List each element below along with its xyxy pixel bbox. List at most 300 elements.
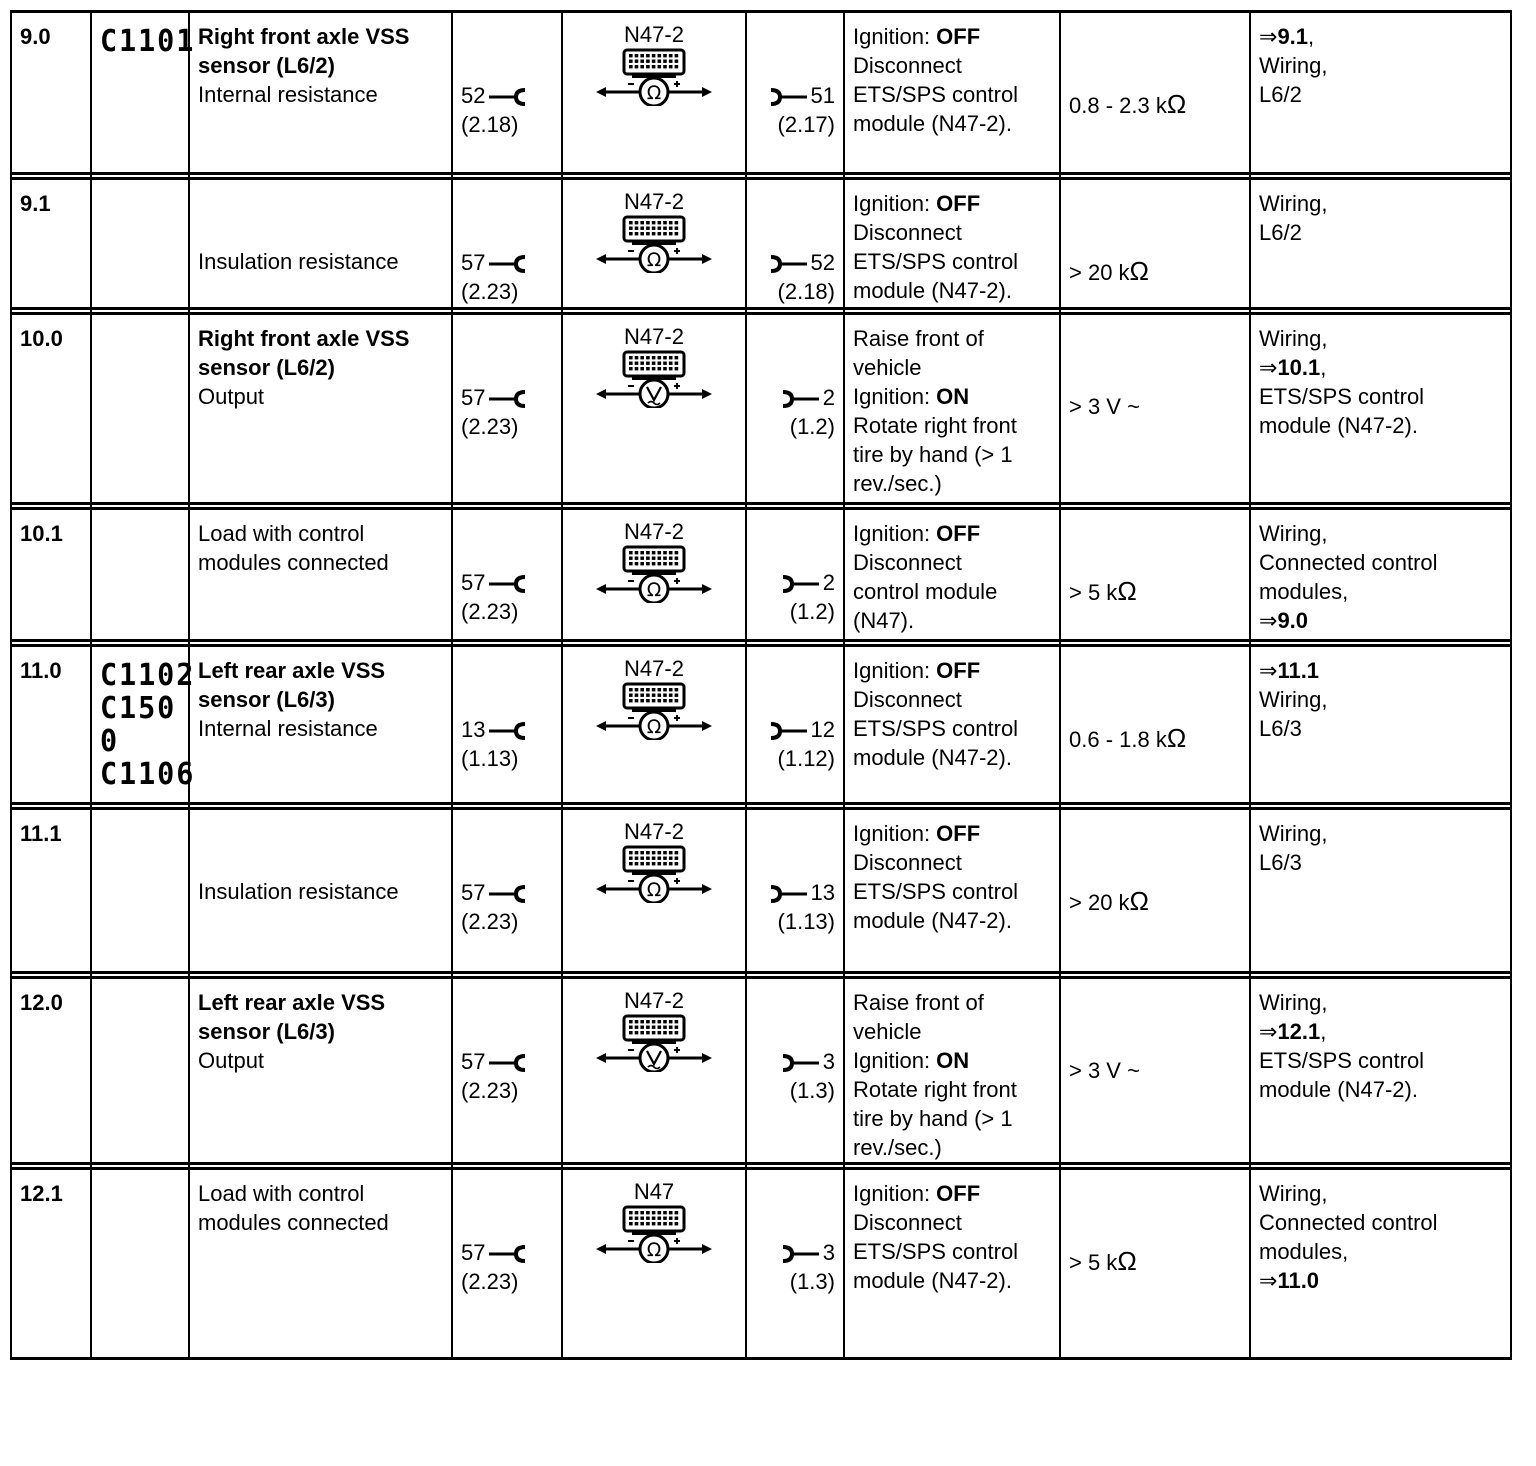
remedy-text: ETS/SPS control xyxy=(1259,384,1425,409)
condition-text: Disconnect xyxy=(853,687,962,712)
next-step-cell xyxy=(1250,509,1511,641)
remedy-text: L6/3 xyxy=(1259,716,1302,741)
left-pin xyxy=(453,810,561,968)
nominal-value xyxy=(1069,90,1241,120)
ohmmeter-icon xyxy=(594,845,714,903)
fault-code: C1106 xyxy=(100,757,196,792)
left-pin-cell xyxy=(452,1169,562,1359)
condition-text: module (N47-2). xyxy=(853,908,1012,933)
value-text: 0.6 - 1.8 k xyxy=(1069,727,1167,752)
test-conditions-cell xyxy=(844,179,1060,309)
next-step-line xyxy=(1259,22,1502,51)
left-pin-group xyxy=(453,1047,561,1105)
right-pin-socket: (1.2) xyxy=(789,414,835,439)
connector-block-icon xyxy=(624,217,684,245)
nominal-value-cell xyxy=(1060,12,1250,174)
left-pin-group xyxy=(453,568,561,626)
condition-text: Ignition: xyxy=(853,1181,937,1206)
double-right-arrow-icon: ⇒ xyxy=(1259,1019,1278,1044)
meter-adapter-label: N47-2 xyxy=(624,819,684,844)
next-step-cell xyxy=(1250,179,1511,309)
test-lead-plug-icon xyxy=(485,87,529,107)
condition-text: Disconnect xyxy=(853,220,962,245)
condition-line xyxy=(853,353,1051,382)
test-description-cell xyxy=(189,1169,452,1359)
step-number-cell xyxy=(11,978,91,1164)
next-step-line xyxy=(1259,848,1502,877)
condition-text: (N47). xyxy=(853,608,915,633)
condition-text: Disconnect xyxy=(853,53,962,78)
meter-adapter-label: N47-2 xyxy=(624,189,684,214)
right-pin-cell xyxy=(746,314,844,504)
right-pin-group xyxy=(747,715,843,773)
remedy-text: Wiring, xyxy=(1259,990,1328,1015)
next-step-line xyxy=(1259,1208,1502,1237)
step-number: 11.1 xyxy=(20,821,62,846)
right-pin-line xyxy=(747,1238,835,1267)
connector-block-icon xyxy=(624,352,684,380)
right-pin-socket: (1.3) xyxy=(789,1078,835,1103)
test-description-cell xyxy=(189,12,452,174)
value-text: > 3 V ~ xyxy=(1069,394,1140,419)
right-pin-group xyxy=(747,878,843,936)
value-text: > 20 k xyxy=(1069,260,1130,285)
meter-cell xyxy=(562,646,746,804)
right-pin-socket: (1.2) xyxy=(789,599,835,624)
ohmmeter-icon xyxy=(594,682,714,740)
nominal-value xyxy=(1069,887,1241,917)
condition-line xyxy=(853,247,1051,276)
remedy-text: modules, xyxy=(1259,1239,1349,1264)
right-pin xyxy=(747,979,843,1159)
right-pin xyxy=(747,180,843,304)
step-number-cell xyxy=(11,314,91,504)
nominal-value xyxy=(1069,1056,1241,1085)
test-lead-plug-icon xyxy=(767,254,811,274)
left-pin-number: 13 xyxy=(461,717,486,742)
left-pin-number: 57 xyxy=(461,880,486,905)
test-lead-plug-icon xyxy=(485,884,529,904)
test-type: Insulation resistance xyxy=(198,249,399,274)
condition-text: rev./sec.) xyxy=(853,471,942,496)
next-step-line xyxy=(1259,411,1502,440)
step-number-cell xyxy=(11,179,91,309)
right-pin-line xyxy=(747,248,835,277)
condition-line xyxy=(853,1266,1051,1295)
ohmmeter-icon xyxy=(594,1205,714,1263)
left-pin-group xyxy=(453,715,561,773)
ohmmeter-icon xyxy=(594,545,714,603)
right-pin-group xyxy=(747,1238,843,1296)
value-text: 0.8 - 2.3 k xyxy=(1069,93,1167,118)
left-pin-group xyxy=(453,1238,561,1296)
connector-block-icon xyxy=(624,684,684,712)
table-row xyxy=(11,509,1511,641)
test-type: Output xyxy=(198,1048,265,1073)
next-step-cell xyxy=(1250,978,1511,1164)
condition-text: module (N47-2). xyxy=(853,1268,1012,1293)
next-step-cell xyxy=(1250,314,1511,504)
test-lead-plug-icon xyxy=(485,389,529,409)
next-step-line xyxy=(1259,1179,1502,1208)
right-pin-number: 3 xyxy=(822,1240,835,1265)
condition-text: ETS/SPS control xyxy=(853,249,1019,274)
right-pin-line xyxy=(747,383,835,412)
test-description-cell xyxy=(189,978,452,1164)
double-right-arrow-icon: ⇒ xyxy=(1259,1268,1278,1293)
nominal-value xyxy=(1069,257,1241,287)
condition-text: Rotate right front xyxy=(853,413,1017,438)
ohm-unit: Ω xyxy=(1166,723,1187,753)
condition-text: vehicle xyxy=(853,1019,922,1044)
remedy-text: , xyxy=(1320,355,1327,380)
meter-cell xyxy=(562,314,746,504)
right-pin-cell xyxy=(746,978,844,1164)
next-step-line xyxy=(1259,1017,1502,1046)
condition-line xyxy=(853,714,1051,743)
test-type: Internal resistance xyxy=(198,82,378,107)
ignition-state: ON xyxy=(936,1048,970,1073)
next-step-line xyxy=(1259,714,1502,743)
meter-adapter-label: N47-2 xyxy=(624,22,684,47)
left-pin-cell xyxy=(452,314,562,504)
condition-line xyxy=(853,382,1051,411)
condition-text: ETS/SPS control xyxy=(853,879,1019,904)
left-pin-cell xyxy=(452,809,562,973)
remedy-text: Connected control xyxy=(1259,550,1438,575)
remedy-text: module (N47-2). xyxy=(1259,413,1418,438)
condition-text: ETS/SPS control xyxy=(853,1239,1019,1264)
component-name: Right front axle VSS sensor (L6/2) xyxy=(198,326,410,380)
step-number-cell xyxy=(11,1169,91,1359)
fault-code-cell xyxy=(91,314,189,504)
left-pin xyxy=(453,647,561,799)
meter-cell xyxy=(562,809,746,973)
condition-text: Disconnect xyxy=(853,850,962,875)
spacer xyxy=(198,819,443,877)
test-lead-plug-icon xyxy=(767,721,811,741)
next-step-cell xyxy=(1250,646,1511,804)
test-description-cell xyxy=(189,809,452,973)
next-step-line xyxy=(1259,548,1502,577)
left-pin-number: 57 xyxy=(461,570,486,595)
left-pin xyxy=(453,180,561,304)
right-pin-group xyxy=(747,81,843,139)
value-text: > 3 V ~ xyxy=(1069,1058,1140,1083)
component-name: Left rear axle VSS sensor (L6/3) xyxy=(198,658,386,712)
test-conditions-cell xyxy=(844,809,1060,973)
right-pin-line xyxy=(747,715,835,744)
left-pin xyxy=(453,315,561,499)
fault-code-cell xyxy=(91,809,189,973)
ohm-unit: Ω xyxy=(1117,576,1137,606)
left-pin-group xyxy=(453,878,561,936)
condition-line xyxy=(853,276,1051,305)
test-conditions-cell xyxy=(844,646,1060,804)
right-pin xyxy=(747,315,843,499)
right-pin-socket: (2.18) xyxy=(777,279,835,304)
value-text: > 20 k xyxy=(1069,890,1130,915)
right-pin-line xyxy=(747,1047,835,1076)
left-pin-line xyxy=(461,568,561,597)
condition-line xyxy=(853,988,1051,1017)
left-pin-line xyxy=(461,878,561,907)
left-pin-number: 52 xyxy=(461,83,486,108)
meter-adapter-label: N47-2 xyxy=(624,988,684,1013)
fault-code: C1102 xyxy=(100,658,196,693)
nominal-value-cell xyxy=(1060,509,1250,641)
left-pin-line xyxy=(461,81,561,110)
right-pin xyxy=(747,810,843,968)
remedy-text: Wiring, xyxy=(1259,521,1328,546)
test-lead-plug-icon xyxy=(779,389,823,409)
remedy-text: Wiring, xyxy=(1259,687,1328,712)
nominal-value-cell xyxy=(1060,809,1250,973)
condition-text: module (N47-2). xyxy=(853,278,1012,303)
right-pin-line xyxy=(747,81,835,110)
remedy-text: L6/2 xyxy=(1259,220,1302,245)
test-lead-plug-icon xyxy=(767,87,811,107)
condition-line xyxy=(853,548,1051,577)
next-step-cell xyxy=(1250,1169,1511,1359)
condition-text: Rotate right front xyxy=(853,1077,1017,1102)
left-pin-number: 57 xyxy=(461,250,486,275)
right-pin-cell xyxy=(746,646,844,804)
condition-text: Raise front of xyxy=(853,326,984,351)
step-reference: 11.1 xyxy=(1277,658,1320,683)
meter-adapter-label: N47-2 xyxy=(624,519,684,544)
left-pin-number: 57 xyxy=(461,1240,486,1265)
fault-code: 0 xyxy=(100,724,120,759)
condition-line xyxy=(853,1046,1051,1075)
test-lead-plug-icon xyxy=(767,884,811,904)
condition-text: vehicle xyxy=(853,355,922,380)
right-pin-cell xyxy=(746,809,844,973)
condition-text: module (N47-2). xyxy=(853,745,1012,770)
ignition-state: OFF xyxy=(936,24,981,49)
table-row xyxy=(11,646,1511,804)
test-lead-plug-icon xyxy=(485,721,529,741)
next-step-line xyxy=(1259,51,1502,80)
right-pin-number: 3 xyxy=(822,1049,835,1074)
condition-text: Ignition: xyxy=(853,191,937,216)
next-step-cell xyxy=(1250,809,1511,973)
table-row xyxy=(11,314,1511,504)
double-right-arrow-icon: ⇒ xyxy=(1259,24,1278,49)
condition-line xyxy=(853,1208,1051,1237)
connector-block-icon xyxy=(624,1016,684,1044)
ignition-state: ON xyxy=(936,384,970,409)
remedy-text: , xyxy=(1320,1019,1327,1044)
step-number: 9.1 xyxy=(20,191,51,216)
table-body xyxy=(11,12,1511,1359)
ac-voltmeter-icon xyxy=(594,1014,714,1072)
nominal-value xyxy=(1069,1247,1241,1277)
condition-line xyxy=(853,1017,1051,1046)
left-pin-cell xyxy=(452,509,562,641)
condition-line xyxy=(853,743,1051,772)
fault-code-cell xyxy=(91,12,196,174)
meter-adapter-label: N47-2 xyxy=(624,656,684,681)
remedy-text: L6/3 xyxy=(1259,850,1302,875)
right-pin-group xyxy=(747,383,843,441)
double-right-arrow-icon: ⇒ xyxy=(1259,658,1278,683)
condition-line xyxy=(853,411,1051,440)
condition-line xyxy=(853,906,1051,935)
right-pin-socket: (1.3) xyxy=(789,1269,835,1294)
condition-line xyxy=(853,1075,1051,1104)
test-lead-plug-icon xyxy=(485,254,529,274)
nominal-value-cell xyxy=(1060,1169,1250,1359)
fault-code-cell xyxy=(91,978,189,1164)
left-pin xyxy=(453,13,561,169)
nominal-value-cell xyxy=(1060,978,1250,1164)
test-description-cell xyxy=(189,646,452,804)
condition-line xyxy=(853,1179,1051,1208)
left-pin-number: 57 xyxy=(461,1049,486,1074)
table-row xyxy=(11,978,1511,1164)
test-type: Output xyxy=(198,384,265,409)
step-number: 10.0 xyxy=(20,326,63,351)
condition-text: tire by hand (> 1 xyxy=(853,442,1013,467)
right-pin-group xyxy=(747,568,843,626)
right-pin xyxy=(747,647,843,799)
nominal-value-cell xyxy=(1060,646,1250,804)
condition-line xyxy=(853,109,1051,138)
right-pin xyxy=(747,510,843,636)
condition-line xyxy=(853,324,1051,353)
condition-text: rev./sec.) xyxy=(853,1135,942,1160)
left-pin-line xyxy=(461,248,561,277)
table-row xyxy=(11,1169,1511,1359)
double-right-arrow-icon: ⇒ xyxy=(1259,355,1278,380)
right-pin-number: 12 xyxy=(810,717,835,742)
remedy-text: Wiring, xyxy=(1259,191,1328,216)
condition-text: Raise front of xyxy=(853,990,984,1015)
meter-cell xyxy=(562,179,746,309)
condition-line xyxy=(853,1133,1051,1162)
test-conditions-cell xyxy=(844,978,1060,1164)
step-reference: 9.1 xyxy=(1277,24,1309,49)
next-step-line xyxy=(1259,1075,1502,1104)
condition-line xyxy=(853,1237,1051,1266)
connector-block-icon xyxy=(624,50,684,78)
step-reference: 12.1 xyxy=(1277,1019,1321,1044)
right-pin-cell xyxy=(746,12,844,174)
remedy-text: , xyxy=(1308,24,1315,49)
condition-text: ETS/SPS control xyxy=(853,82,1019,107)
remedy-text: L6/2 xyxy=(1259,82,1302,107)
left-pin-socket: (2.23) xyxy=(461,599,519,624)
fault-code: C1101 xyxy=(100,24,196,59)
condition-line xyxy=(853,218,1051,247)
test-lead-plug-icon xyxy=(485,574,529,594)
fault-code-cell xyxy=(91,179,189,309)
next-step-line xyxy=(1259,1237,1502,1266)
ohm-unit: Ω xyxy=(1129,256,1149,286)
condition-line xyxy=(853,685,1051,714)
left-pin-line xyxy=(461,715,561,744)
condition-line xyxy=(853,1104,1051,1133)
spacer xyxy=(198,189,443,247)
table-row xyxy=(11,12,1511,174)
meter-cell xyxy=(562,1169,746,1359)
component-name: Left rear axle VSS sensor (L6/3) xyxy=(198,990,386,1044)
step-number-cell xyxy=(11,509,91,641)
left-pin-line xyxy=(461,1238,561,1267)
meter-cell xyxy=(562,12,746,174)
right-pin-cell xyxy=(746,1169,844,1359)
test-conditions-cell xyxy=(844,509,1060,641)
fault-code-cell xyxy=(91,1169,189,1359)
next-step-cell xyxy=(1250,12,1511,174)
right-pin xyxy=(747,13,843,169)
remedy-text: Connected control xyxy=(1259,1210,1438,1235)
nominal-value xyxy=(1069,724,1241,754)
fault-code: C150 xyxy=(100,691,177,726)
left-pin-number: 57 xyxy=(461,385,486,410)
right-pin-number: 51 xyxy=(810,83,835,108)
svg-text:Ω: Ω xyxy=(646,82,662,104)
step-number-cell xyxy=(11,809,91,973)
test-lead-plug-icon xyxy=(485,1244,529,1264)
ohm-unit: Ω xyxy=(1117,1246,1137,1276)
remedy-text: ETS/SPS control xyxy=(1259,1048,1425,1073)
condition-line xyxy=(853,80,1051,109)
next-step-line xyxy=(1259,577,1502,606)
condition-line xyxy=(853,51,1051,80)
step-number: 10.1 xyxy=(20,521,63,546)
svg-text:Ω: Ω xyxy=(646,249,662,271)
connector-block-icon xyxy=(624,547,684,575)
test-type: Internal resistance xyxy=(198,716,378,741)
condition-text: Ignition: xyxy=(853,384,937,409)
right-pin-number: 2 xyxy=(822,385,835,410)
meter-cell xyxy=(562,978,746,1164)
left-pin-line xyxy=(461,1047,561,1076)
next-step-line xyxy=(1259,382,1502,411)
condition-line xyxy=(853,877,1051,906)
svg-text:Ω: Ω xyxy=(646,879,662,901)
right-pin-cell xyxy=(746,179,844,309)
step-number: 11.0 xyxy=(20,658,62,683)
condition-text: Ignition: xyxy=(853,658,937,683)
test-conditions-cell xyxy=(844,12,1060,174)
ohm-unit: Ω xyxy=(1166,89,1187,119)
ohm-unit: Ω xyxy=(1129,886,1149,916)
left-pin-socket: (2.23) xyxy=(461,1269,519,1294)
left-pin xyxy=(453,979,561,1159)
ignition-state: OFF xyxy=(936,821,981,846)
step-number-cell xyxy=(11,12,91,174)
condition-text: tire by hand (> 1 xyxy=(853,1106,1013,1131)
test-lead-plug-icon xyxy=(779,1244,823,1264)
value-text: > 5 k xyxy=(1069,580,1118,605)
next-step-line xyxy=(1259,1266,1502,1295)
next-step-line xyxy=(1259,353,1502,382)
test-conditions-cell xyxy=(844,1169,1060,1359)
condition-text: Disconnect xyxy=(853,550,962,575)
condition-line xyxy=(853,577,1051,606)
step-number: 9.0 xyxy=(20,24,51,49)
test-lead-plug-icon xyxy=(485,1053,529,1073)
test-type: Insulation resistance xyxy=(198,879,399,904)
step-reference: 10.1 xyxy=(1277,355,1321,380)
condition-text: Disconnect xyxy=(853,1210,962,1235)
condition-text: Ignition: xyxy=(853,821,937,846)
step-reference: 11.0 xyxy=(1277,1268,1320,1293)
fault-code-cell xyxy=(91,646,196,804)
